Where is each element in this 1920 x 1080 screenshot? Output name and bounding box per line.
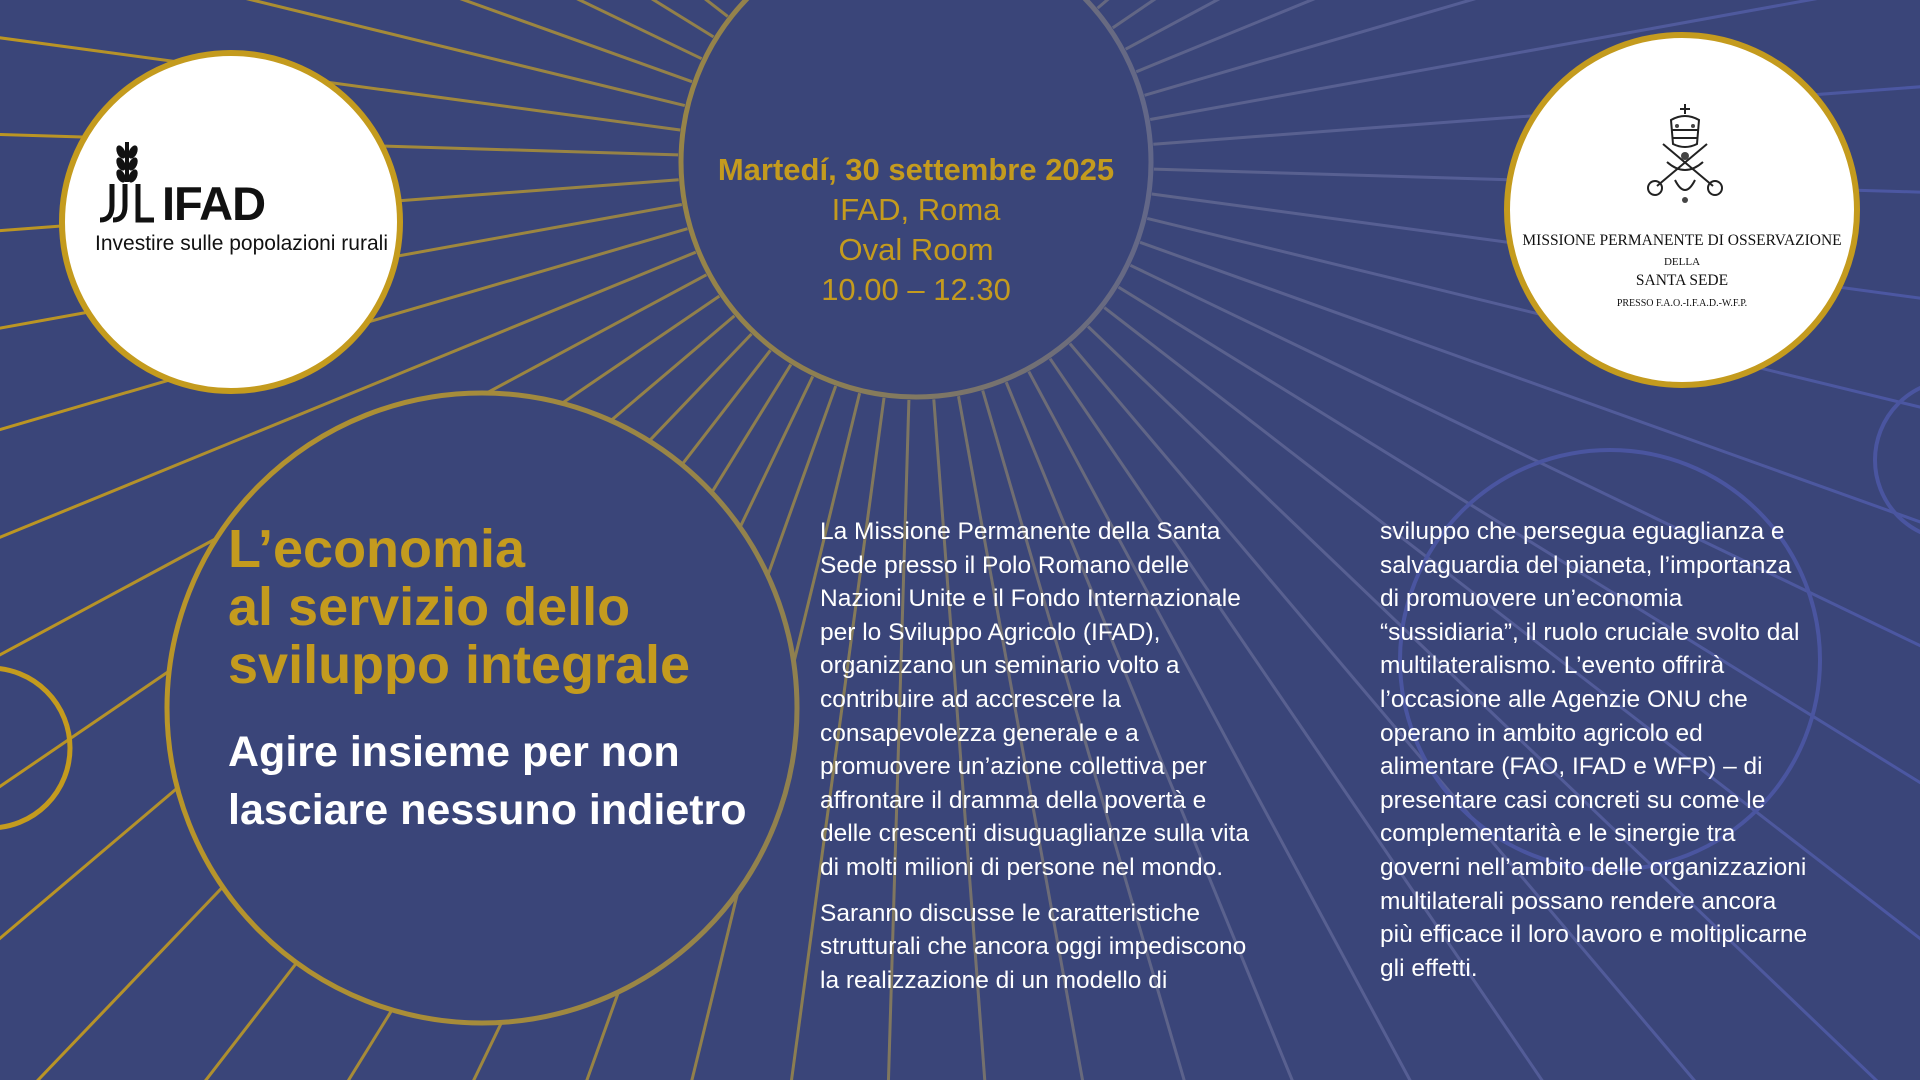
event-time: 10.00 – 12.30 — [821, 272, 1011, 307]
holy-see-line-1: MISSIONE PERMANENTE DI OSSERVAZIONE — [1522, 232, 1842, 249]
body-text-line: alimentare (FAO, IFAD e WFP) – di — [1380, 753, 1763, 781]
body-paragraph — [820, 515, 1249, 885]
body-paragraph — [820, 897, 1249, 998]
event-date: Martedí, 30 settembre 2025 — [717, 152, 1115, 187]
body-text-line: delle crescenti disuguaglianze sulla vita — [820, 820, 1250, 848]
body-text-line: Nazioni Unite e il Fondo Internazionale — [820, 585, 1241, 613]
title-line: al servizio dello — [228, 577, 631, 637]
page-title — [228, 520, 690, 694]
body-text-line: per lo Sviluppo Agricolo (IFAD), — [820, 618, 1161, 646]
event-room: Oval Room — [838, 232, 994, 267]
body-text-line: salvaguardia del pianeta, l’importanza — [1380, 551, 1792, 579]
sunburst-ray — [1113, 0, 1920, 28]
body-text-line: di molti milioni di persone nel mondo. — [820, 853, 1224, 881]
ifad-wheat-icon — [98, 140, 158, 226]
body-text-line: promuovere un’azione collettiva per — [820, 753, 1207, 781]
body-text-line: strutturali che ancora oggi impediscono — [820, 933, 1247, 961]
event-info — [610, 150, 1222, 310]
subtitle-line: Agire insieme per non — [228, 728, 680, 776]
ifad-tagline: Investire sulle popolazioni rurali — [95, 232, 388, 255]
title-line: L’economia — [228, 519, 526, 579]
body-text-line: complementarità e le sinergie tra — [1380, 820, 1736, 848]
page-subtitle — [228, 723, 747, 839]
body-text-line: Saranno discusse le caratteristiche — [820, 899, 1200, 927]
body-paragraph — [1380, 515, 1807, 985]
body-text-line: sviluppo che persegua eguaglianza e — [1380, 518, 1785, 545]
body-text-line: “sussidiaria”, il ruolo cruciale svolto dal — [1380, 618, 1800, 646]
body-text-line: organizzano un seminario volto a — [820, 652, 1180, 680]
ifad-logo-disc — [59, 50, 403, 394]
holy-see-line-3: SANTA SEDE — [1635, 272, 1729, 289]
body-text-line: l’occasione alle Agenzie ONU che — [1380, 685, 1748, 713]
sunburst-ray — [0, 0, 714, 37]
body-text-line: multilateralismo. L’evento offrirà — [1380, 652, 1725, 680]
body-text-line: governi nell’ambito delle organizzazioni — [1380, 853, 1807, 881]
sunburst-ray — [0, 0, 728, 16]
body-text-line: Sede presso il Polo Romano delle — [820, 551, 1190, 579]
body-text-line: multilaterali possano rendere ancora — [1380, 887, 1777, 915]
holy-see-mission-logo-disc — [1504, 32, 1860, 388]
holy-see-line-2: DELLA — [1663, 256, 1701, 268]
body-column-left — [820, 515, 1249, 997]
ifad-logo-name: IFAD — [162, 177, 266, 230]
body-text-line: presentare casi concreti su come le — [1380, 786, 1766, 814]
body-text-line: contribuire ad accrescere la — [820, 685, 1121, 713]
papal-crest-icon — [1637, 100, 1733, 208]
sunburst-ray — [0, 0, 702, 59]
body-text-line: di promuovere un’economia — [1380, 585, 1683, 613]
body-text-line: consapevolezza generale e a — [820, 719, 1139, 747]
subtitle-line: lasciare nessuno indietro — [228, 786, 747, 834]
body-text-line: operano in ambito agricolo ed — [1380, 719, 1703, 747]
sunburst-ray — [1126, 0, 1920, 49]
body-text-line: La Missione Permanente della Santa — [820, 518, 1221, 545]
event-venue: IFAD, Roma — [831, 192, 1001, 227]
holy-see-line-4: PRESSO F.A.O.-I.F.A.D.-W.F.P. — [1616, 298, 1748, 309]
body-text-line: più efficace il loro lavoro e moltiplicarne — [1380, 921, 1808, 949]
body-column-right — [1380, 515, 1807, 985]
body-text-line: gli effetti. — [1380, 954, 1478, 982]
left-edge-circle — [0, 668, 70, 828]
body-text-line: la realizzazione di un modello di — [820, 966, 1168, 994]
title-circle — [167, 393, 797, 1023]
sunburst-ray — [0, 0, 692, 82]
title-line: sviluppo integrale — [228, 635, 691, 695]
body-text-line: affrontare il dramma della povertà e — [820, 786, 1207, 814]
sunburst-ray — [1136, 0, 1920, 72]
